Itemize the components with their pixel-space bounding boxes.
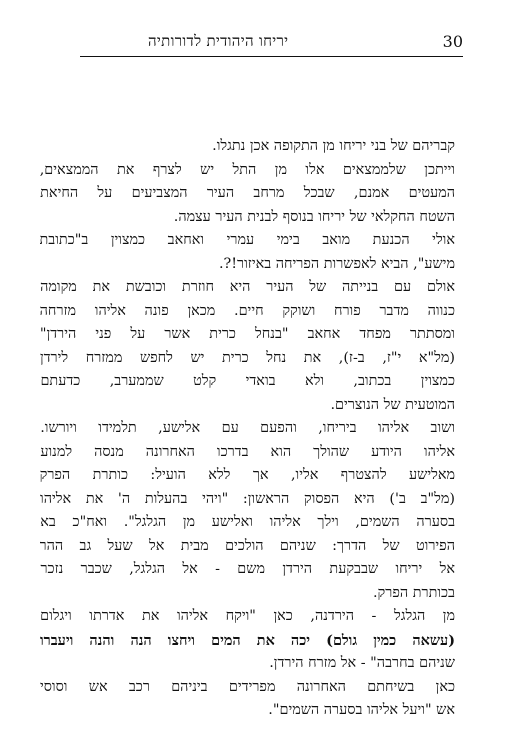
text-line: השטח החקלאי של יריחו בנוסף לבנית העיר עצמה.	[173, 208, 455, 225]
text-line: בסערה השמים, וילך אליהו ואלישע מן הגלגל". ואח"כ בא	[40, 514, 455, 530]
text-line: ומסתתר מפחד אחאב "בנחל כרית אשר על פני הירדן"	[40, 326, 455, 342]
text-line: המוטעית של הנוצרים.	[330, 396, 455, 413]
text-line: (מל"ב ב') היא הפסוק הראשון: "ויהי בהעלות ה' את אליהו	[40, 490, 455, 507]
text-line: שניהם בחרבה" - אל מזרח הירדן.	[269, 655, 455, 671]
page-number: 30	[442, 32, 463, 51]
paragraph	[40, 676, 455, 723]
paragraph	[40, 135, 455, 159]
text-line: אולם עם בנייתה של העיר היא חוזרת וכובשת את מקומה	[40, 279, 455, 295]
paragraph	[40, 605, 455, 676]
text-line: כמצוין בכתוב, ולא בואדי קלט שממערב, כדעתם	[40, 373, 455, 389]
running-header	[80, 30, 463, 57]
text-line: (עשאה כמין גולם) יכה את המים ויחצו הנה והנה ויעברו	[40, 631, 455, 649]
text-line: כאן בשיחתם האחרונה מפרידים ביניהם רכב אש וסוסי	[40, 678, 455, 695]
text-line: בכותרת הפרק.	[372, 584, 455, 601]
text-line: אש "ויעל אליהו בסערה השמים".	[268, 702, 455, 718]
text-line: קבריהם של בני יריחו מן התקופה אכן נתגלו.	[212, 138, 455, 154]
text-line: הפירוט של הדרך: שניהם הולכים מבית אל שעל גב ההר	[40, 537, 455, 554]
text-line: אל יריחו שבבקעת הירדן משם - אל הגלגל, שכבר נזכר	[40, 561, 455, 577]
paragraph	[40, 159, 455, 230]
running-title: יריחו היהודית לדורותיה	[148, 32, 289, 50]
body-text	[40, 135, 455, 723]
paragraph	[40, 276, 455, 417]
text-line: מישע", הביא לאפשרות הפריחה באיזור!?.	[218, 255, 455, 272]
text-line: ושוב אליהו ביריחו, והפעם עם אלישע, תלמידו ויורשו.	[40, 420, 455, 436]
text-line: (מל"א י"ז, ב-ז), את נחל כרית יש לחפש ממזרח לירדן	[40, 349, 455, 366]
paragraph	[40, 229, 455, 276]
paragraph	[40, 417, 455, 605]
text-line: וייתכן שלממצאים אלו מן התל יש לצרף את הממצאים,	[40, 161, 455, 178]
text-line: אליהו היודע שהולך הוא בדרכו האחרונה מנסה למנוע	[40, 443, 455, 460]
text-line: אולי הכנעת מואב בימי עמרי ואחאב כמצוין ב"כתובת	[40, 232, 455, 248]
text-line: כנווה מדבר פורח ושוקק חיים. מכאן פונה אליהו מזרחה	[40, 302, 455, 319]
text-line: מאלישע להצטרף אליו, אך ללא הועיל: כותרת הפרק	[40, 467, 455, 483]
text-line: מן הגלגל - הירדנה, כאן "ויקח אליהו את אדרתו ויגלום	[40, 608, 455, 624]
text-line: המעטים אמנם, שבכל מרחב העיר המצביעים על החיאת	[40, 185, 455, 201]
